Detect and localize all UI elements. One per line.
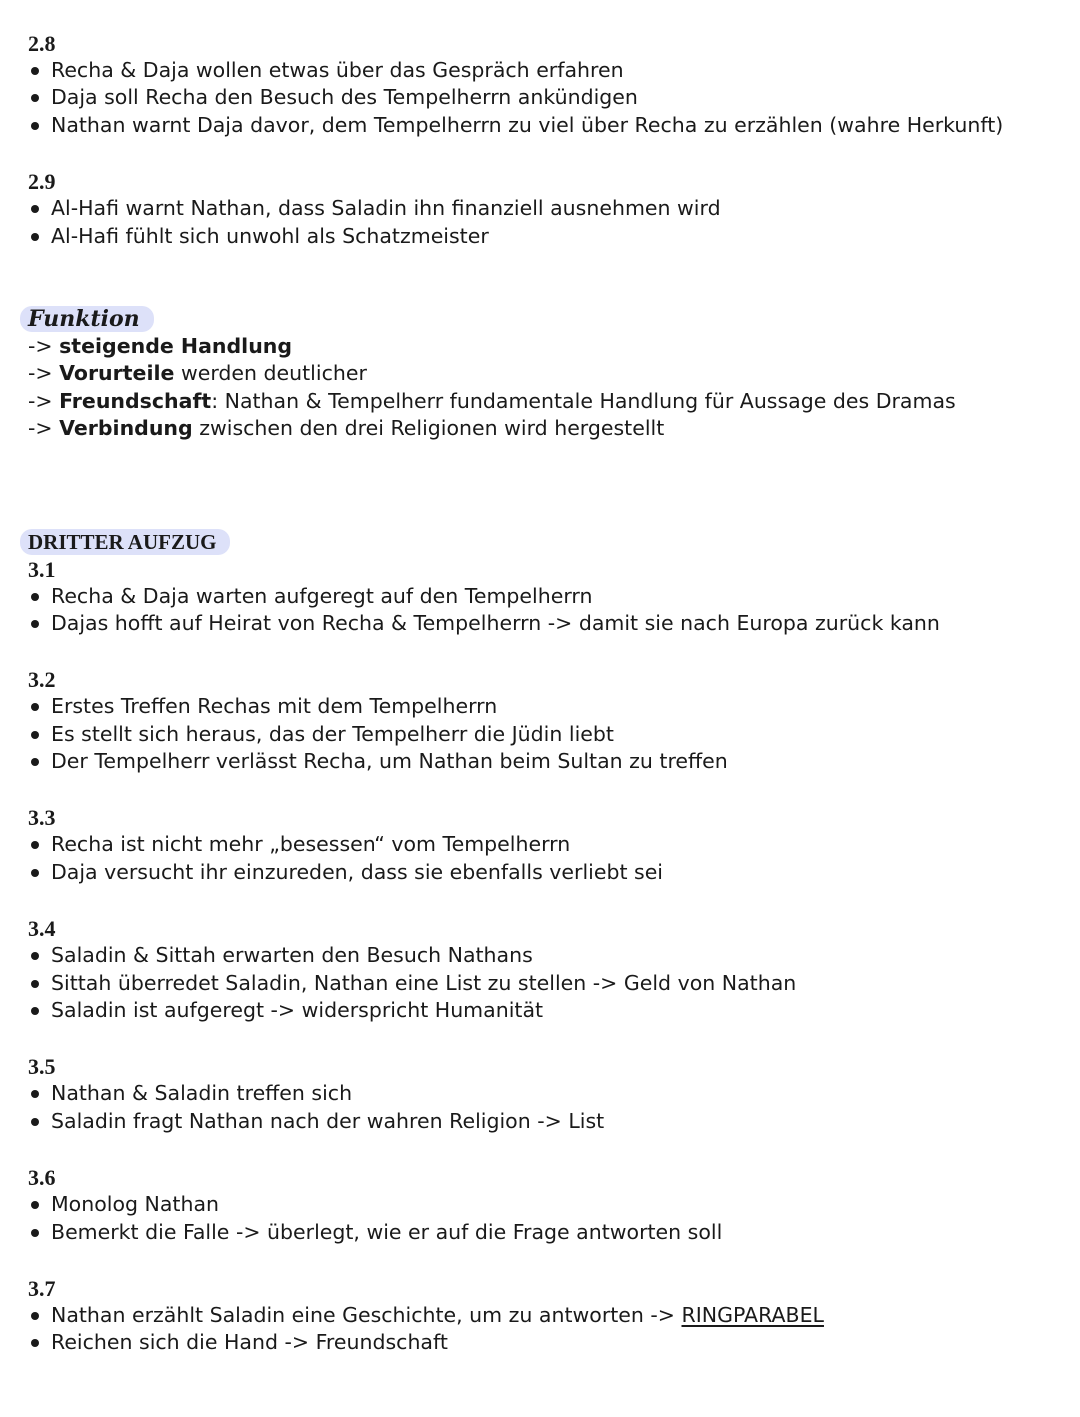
- dritter-aufzug-heading: DRITTER AUFZUG: [20, 529, 230, 555]
- list-item: Daja versucht ihr einzureden, dass sie ebenfalls verliebt sei: [28, 859, 1058, 886]
- section-2-9: [28, 168, 1058, 250]
- list-item: Reichen sich die Hand -> Freundschaft: [28, 1329, 1058, 1356]
- funktion-heading: Funktion: [20, 306, 154, 332]
- funktion-line: -> Verbindung zwischen den drei Religionen wird hergestellt: [28, 416, 665, 441]
- list-item: Dajas hofft auf Heirat von Recha & Tempelherrn -> damit sie nach Europa zurück kann: [28, 610, 1058, 637]
- bullet-list: [28, 1302, 1058, 1357]
- section-number: 2.9: [28, 169, 56, 195]
- list-item: Recha ist nicht mehr „besessen“ vom Tempelherrn: [28, 831, 1058, 858]
- funktion-line: -> steigende Handlung: [28, 333, 293, 358]
- list-item: Saladin & Sittah erwarten den Besuch Nathans: [28, 942, 1058, 969]
- list-item: Erstes Treffen Rechas mit dem Tempelherrn: [28, 693, 1058, 720]
- list-item: Saladin ist aufgeregt -> widerspricht Humanität: [28, 997, 1058, 1024]
- list-item: Nathan erzählt Saladin eine Geschichte, um zu antworten -> RINGPARABEL: [28, 1302, 1058, 1329]
- section-number: 3.1: [28, 556, 56, 582]
- list-item: Es stellt sich heraus, das der Tempelherr die Jüdin liebt: [28, 721, 1058, 748]
- list-item: Sittah überredet Saladin, Nathan eine List zu stellen -> Geld von Nathan: [28, 970, 1058, 997]
- funktion-line: -> Vorurteile werden deutlicher: [28, 361, 367, 386]
- list-item: Bemerkt die Falle -> überlegt, wie er auf die Frage antworten soll: [28, 1219, 1058, 1246]
- list-item: Recha & Daja wollen etwas über das Gespräch erfahren: [28, 57, 1058, 84]
- bullet-list: [28, 942, 1058, 1024]
- bullet-list: [28, 583, 1058, 638]
- bullet-list: [28, 693, 1058, 775]
- list-item: Nathan & Saladin treffen sich: [28, 1080, 1058, 1107]
- list-item: Daja soll Recha den Besuch des Tempelherrn ankündigen: [28, 84, 1058, 111]
- ringparabel-link[interactable]: RINGPARABEL: [681, 1302, 824, 1327]
- list-item: Recha & Daja warten aufgeregt auf den Tempelherrn: [28, 583, 1058, 610]
- section-number: 3.6: [28, 1165, 56, 1191]
- bullet-list: [28, 195, 1058, 250]
- bullet-list: [28, 57, 1058, 139]
- section-number: 3.7: [28, 1275, 56, 1301]
- list-item: Monolog Nathan: [28, 1191, 1058, 1218]
- section-number: 3.3: [28, 805, 56, 831]
- funktion-line: -> Freundschaft: Nathan & Tempelherr fundamentale Handlung für Aussage des Dramas: [28, 388, 956, 413]
- section-number: 3.4: [28, 916, 56, 942]
- list-item: Saladin fragt Nathan nach der wahren Religion -> List: [28, 1108, 1058, 1135]
- bullet-list: [28, 831, 1058, 886]
- section-number: 3.5: [28, 1054, 56, 1080]
- funktion-section: [28, 306, 1058, 443]
- section-number: 3.2: [28, 667, 56, 693]
- dritter-aufzug-section: [28, 529, 1058, 1357]
- section-2-8: [28, 30, 1058, 139]
- bullet-list: [28, 1080, 1058, 1135]
- bullet-list: [28, 1191, 1058, 1246]
- section-number: 2.8: [28, 31, 56, 56]
- list-item: Der Tempelherr verlässt Recha, um Nathan beim Sultan zu treffen: [28, 748, 1058, 775]
- document-page: [28, 30, 1058, 1357]
- list-item: Al-Hafi fühlt sich unwohl als Schatzmeister: [28, 223, 1058, 250]
- list-item: Nathan warnt Daja davor, dem Tempelherrn zu viel über Recha zu erzählen (wahre Herkunft): [28, 112, 1058, 139]
- list-item: Al-Hafi warnt Nathan, dass Saladin ihn finanziell ausnehmen wird: [28, 195, 1058, 222]
